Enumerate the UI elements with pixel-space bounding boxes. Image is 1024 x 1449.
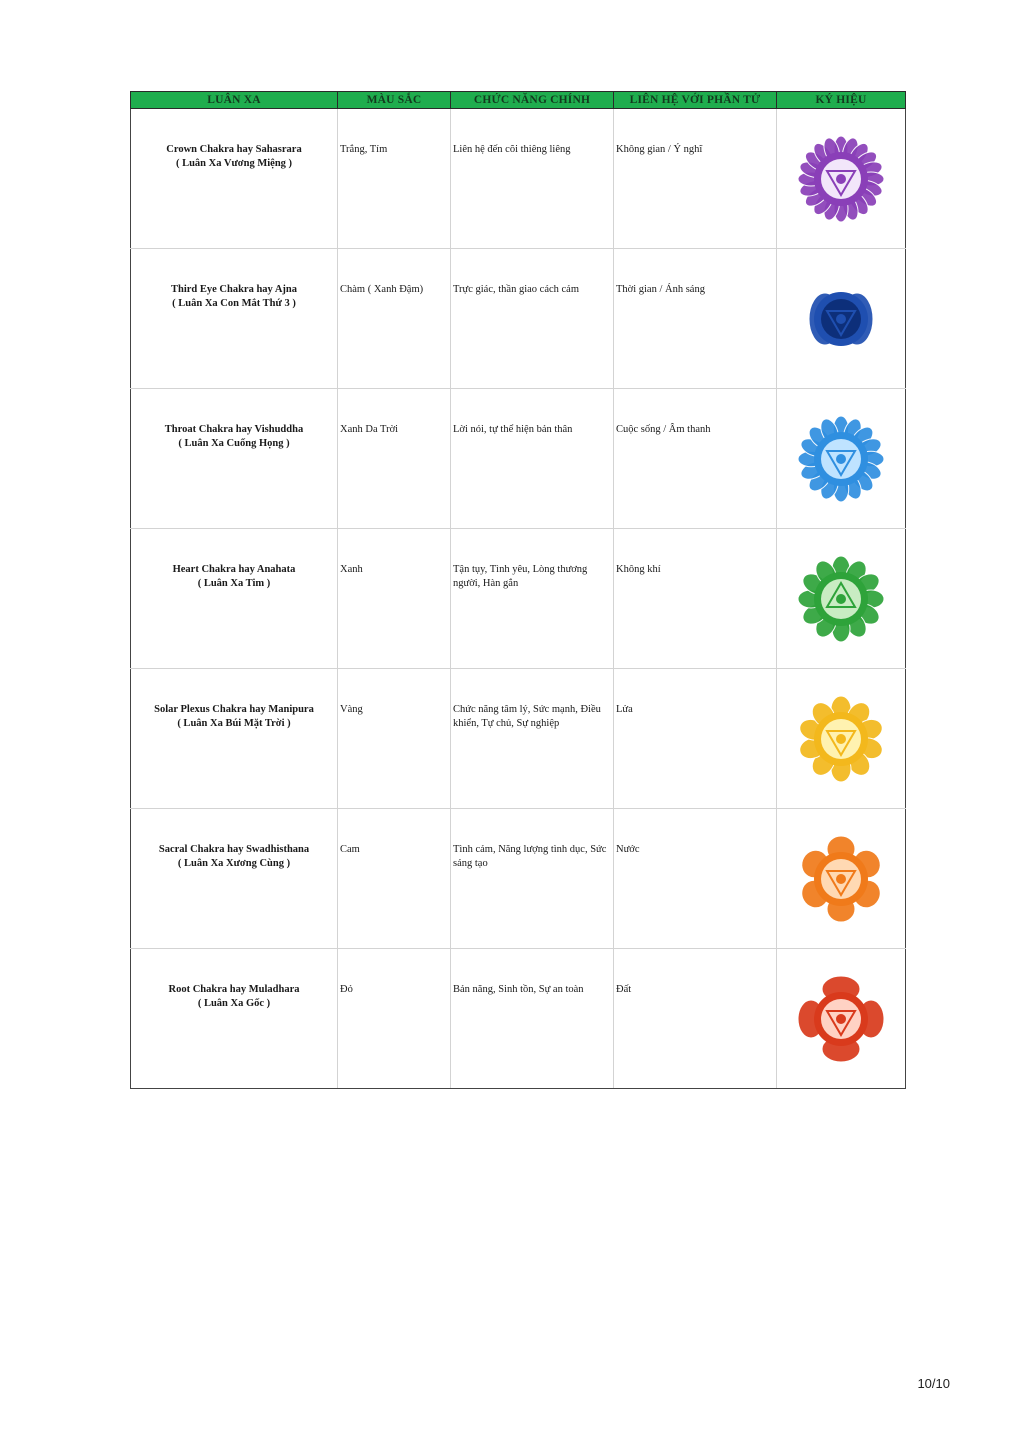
chakra-color-cell: Đỏ <box>338 949 451 1089</box>
third-eye-chakra-symbol-icon <box>791 271 891 367</box>
header-luan-xa: LUÂN XA <box>131 92 338 109</box>
chakra-name-cell <box>131 249 338 389</box>
table-row <box>131 109 906 249</box>
symbol-center <box>836 314 846 324</box>
chakra-function-cell: Lời nói, tự thể hiện bản thân <box>451 389 614 529</box>
crown-chakra-symbol-icon <box>791 131 891 227</box>
chakra-name-vi: ( Luân Xa Tim ) <box>197 578 271 589</box>
table-row <box>131 669 906 809</box>
chakra-function-cell: Bản năng, Sinh tồn, Sự an toàn <box>451 949 614 1089</box>
header-lien-he: LIÊN HỆ VỚI PHẦN TỬ <box>614 92 777 109</box>
root-chakra-symbol-icon <box>791 971 891 1067</box>
chakra-name: Heart Chakra hay Anahata <box>172 564 296 575</box>
chakra-name-vi: ( Luân Xa Xương Cùng ) <box>177 858 291 869</box>
symbol-center <box>836 174 846 184</box>
chakra-name-vi: ( Luân Xa Cuống Họng ) <box>178 438 290 449</box>
solar-plexus-chakra-symbol-icon <box>791 691 891 787</box>
chakra-element-cell: Không gian / Ý nghĩ <box>614 109 777 249</box>
symbol-center <box>836 1014 846 1024</box>
chakra-name-vi: ( Luân Xa Vương Miệng ) <box>175 158 293 169</box>
symbol-center <box>836 454 846 464</box>
chakra-color-cell: Xanh <box>338 529 451 669</box>
chakra-function-cell: Tình cảm, Năng lượng tình dục, Sức sáng tạo <box>451 809 614 949</box>
chakra-element-cell: Không khí <box>614 529 777 669</box>
chakra-name-vi: ( Luân Xa Búi Mặt Trời ) <box>177 718 291 729</box>
throat-chakra-symbol-icon <box>791 411 891 507</box>
chakra-name: Third Eye Chakra hay Ajna <box>170 284 298 295</box>
chakra-name: Crown Chakra hay Sahasrara <box>166 144 302 155</box>
chakra-symbol-cell <box>777 669 906 809</box>
chakra-symbol-cell <box>777 529 906 669</box>
table-row <box>131 809 906 949</box>
table-header-row <box>131 92 906 109</box>
chakra-element-cell: Thời gian / Ánh sáng <box>614 249 777 389</box>
symbol-center <box>836 734 846 744</box>
chakra-function-cell: Liên hệ đến cõi thiêng liêng <box>451 109 614 249</box>
heart-chakra-symbol-icon <box>791 551 891 647</box>
chakra-symbol-cell <box>777 249 906 389</box>
header-chuc-nang: CHỨC NĂNG CHÍNH <box>451 92 614 109</box>
chakra-element-cell: Đất <box>614 949 777 1089</box>
table-row <box>131 249 906 389</box>
chakra-color-cell: Cam <box>338 809 451 949</box>
chakra-function-cell: Trực giác, thần giao cách cảm <box>451 249 614 389</box>
chakra-color-cell: Chàm ( Xanh Đậm) <box>338 249 451 389</box>
sacral-chakra-symbol-icon <box>791 831 891 927</box>
header-ky-hieu: KÝ HIỆU <box>777 92 906 109</box>
table-row <box>131 949 906 1089</box>
header-mau-sac: MÀU SẮC <box>338 92 451 109</box>
chakra-name-cell <box>131 949 338 1089</box>
chakra-function-cell: Tận tụy, Tình yêu, Lòng thương người, Hàn gắn <box>451 529 614 669</box>
chakra-color-cell: Xanh Da Trời <box>338 389 451 529</box>
chakra-symbol-cell <box>777 809 906 949</box>
chakra-table <box>130 91 906 1089</box>
chakra-name-vi: ( Luân Xa Con Mắt Thứ 3 ) <box>172 298 296 309</box>
chakra-symbol-cell <box>777 109 906 249</box>
page-number: 10/10 <box>917 1376 950 1391</box>
chakra-name-cell <box>131 529 338 669</box>
chakra-element-cell: Lửa <box>614 669 777 809</box>
chakra-symbol-cell <box>777 949 906 1089</box>
chakra-color-cell: Trắng, Tím <box>338 109 451 249</box>
chakra-element-cell: Nước <box>614 809 777 949</box>
chakra-name-cell <box>131 109 338 249</box>
symbol-center <box>836 594 846 604</box>
chakra-name-vi: ( Luân Xa Gốc ) <box>197 998 271 1009</box>
chakra-name-cell <box>131 669 338 809</box>
chakra-symbol-cell <box>777 389 906 529</box>
chakra-name-cell <box>131 809 338 949</box>
chakra-function-cell: Chức năng tâm lý, Sức mạnh, Điều khiển, Tự chủ, Sự nghiệp <box>451 669 614 809</box>
chakra-name-cell <box>131 389 338 529</box>
chakra-name: Solar Plexus Chakra hay Manipura <box>154 704 314 715</box>
chakra-name: Throat Chakra hay Vishuddha <box>164 424 304 435</box>
table-row <box>131 529 906 669</box>
symbol-center <box>836 874 846 884</box>
chakra-name: Sacral Chakra hay Swadhisthana <box>158 844 310 855</box>
table-row <box>131 389 906 529</box>
chakra-element-cell: Cuộc sống / Âm thanh <box>614 389 777 529</box>
chakra-color-cell: Vàng <box>338 669 451 809</box>
chakra-name: Root Chakra hay Muladhara <box>168 984 300 995</box>
